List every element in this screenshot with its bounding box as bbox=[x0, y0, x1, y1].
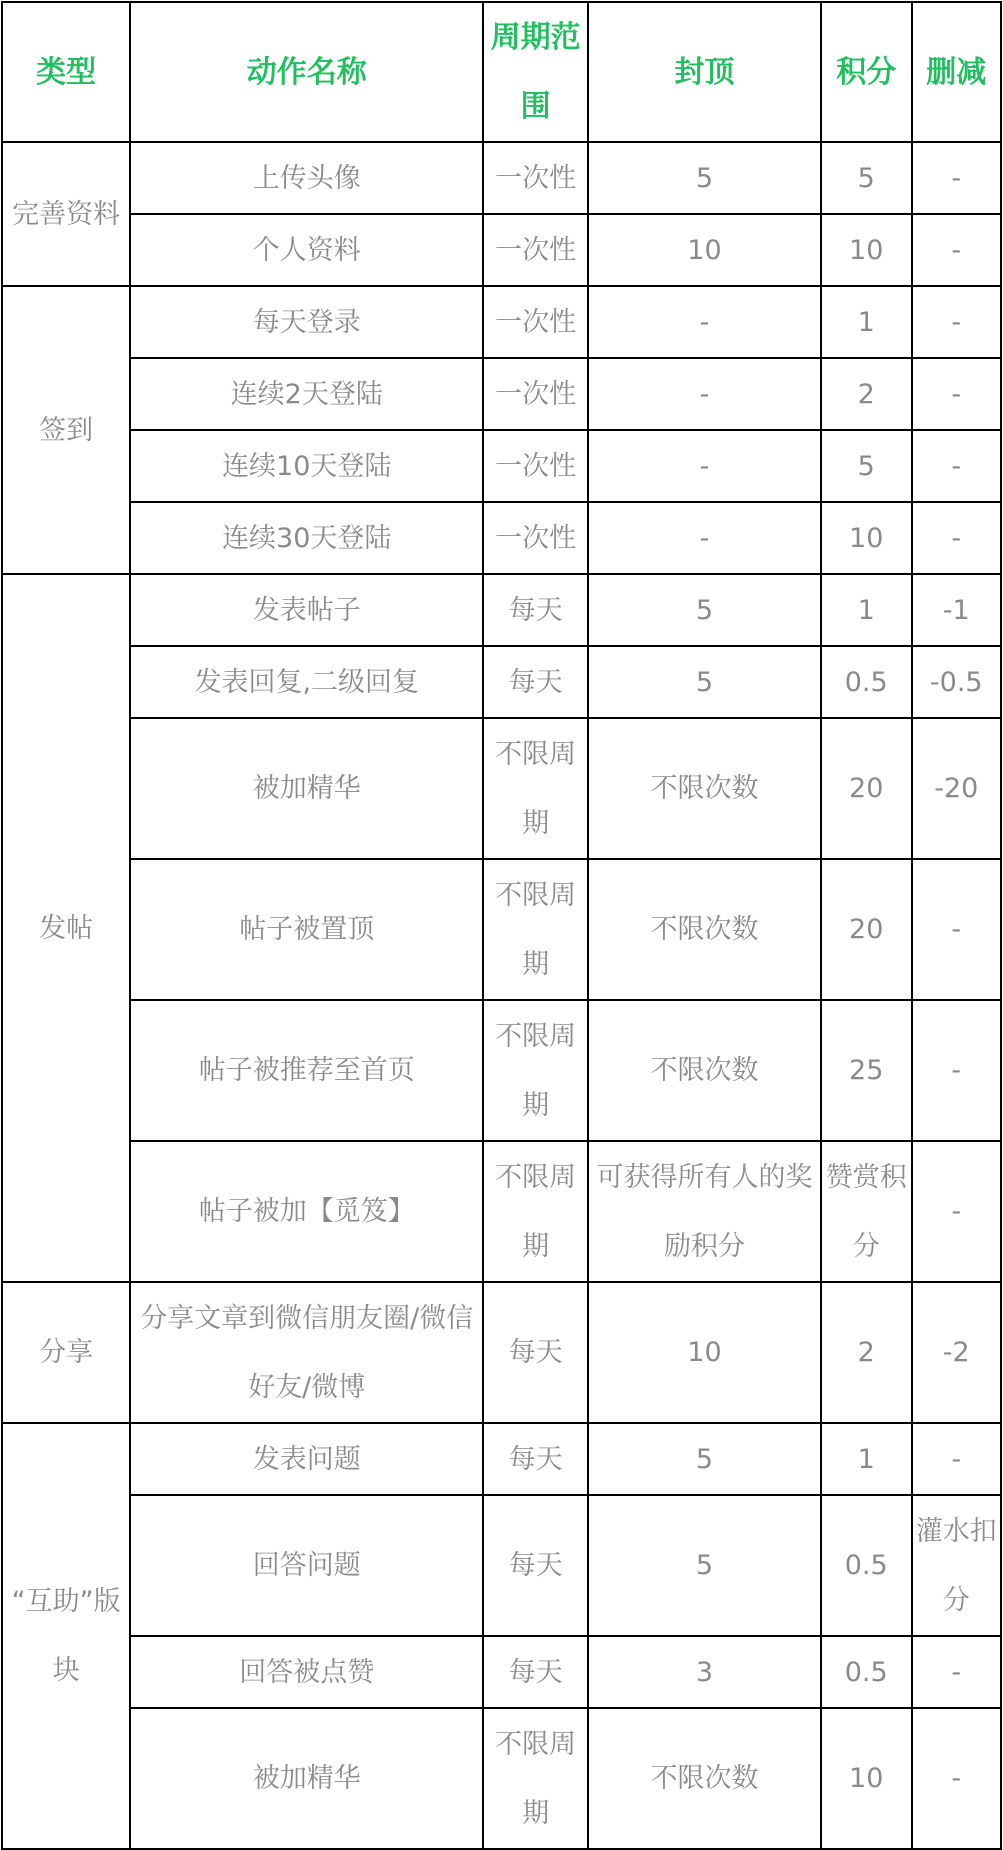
cap-cell: 3 bbox=[588, 1636, 821, 1708]
deduct-cell: - bbox=[912, 859, 1001, 1000]
table-row bbox=[2, 646, 1001, 718]
cap-cell: 不限次数 bbox=[588, 859, 821, 1000]
cap-cell: - bbox=[588, 286, 821, 358]
type-cell: 签到 bbox=[2, 286, 130, 574]
table-row bbox=[2, 430, 1001, 502]
deduct-cell: - bbox=[912, 286, 1001, 358]
table-row bbox=[2, 1495, 1001, 1636]
deduct-cell: - bbox=[912, 430, 1001, 502]
deduct-cell: 灌水扣分 bbox=[912, 1495, 1001, 1636]
deduct-cell: - bbox=[912, 1000, 1001, 1141]
table-row bbox=[2, 1636, 1001, 1708]
points-cell: 10 bbox=[821, 502, 912, 574]
header-period: 周期范围 bbox=[483, 2, 588, 142]
period-cell: 不限周期 bbox=[483, 1708, 588, 1849]
header-type: 类型 bbox=[2, 2, 130, 142]
table-row bbox=[2, 358, 1001, 430]
cap-cell: 5 bbox=[588, 1423, 821, 1495]
deduct-cell: - bbox=[912, 142, 1001, 214]
action-cell: 每天登录 bbox=[130, 286, 483, 358]
deduct-cell: - bbox=[912, 502, 1001, 574]
period-cell: 一次性 bbox=[483, 502, 588, 574]
points-cell: 0.5 bbox=[821, 646, 912, 718]
action-cell: 连续2天登陆 bbox=[130, 358, 483, 430]
cap-cell: 不限次数 bbox=[588, 1000, 821, 1141]
deduct-cell: - bbox=[912, 214, 1001, 286]
points-cell: 2 bbox=[821, 358, 912, 430]
action-cell: 上传头像 bbox=[130, 142, 483, 214]
points-rules-table bbox=[1, 1, 1002, 1850]
deduct-cell: - bbox=[912, 1423, 1001, 1495]
type-cell: “互助”版块 bbox=[2, 1423, 130, 1849]
deduct-cell: - bbox=[912, 1636, 1001, 1708]
action-cell: 被加精华 bbox=[130, 718, 483, 859]
period-cell: 每天 bbox=[483, 1423, 588, 1495]
period-cell: 每天 bbox=[483, 1636, 588, 1708]
action-cell: 被加精华 bbox=[130, 1708, 483, 1849]
table-row bbox=[2, 1423, 1001, 1495]
period-cell: 每天 bbox=[483, 1282, 588, 1423]
cap-cell: 可获得所有人的奖励积分 bbox=[588, 1141, 821, 1282]
action-cell: 帖子被加【觅笈】 bbox=[130, 1141, 483, 1282]
action-cell: 发表帖子 bbox=[130, 574, 483, 646]
cap-cell: 不限次数 bbox=[588, 718, 821, 859]
action-cell: 回答被点赞 bbox=[130, 1636, 483, 1708]
action-cell: 连续10天登陆 bbox=[130, 430, 483, 502]
table-row bbox=[2, 1708, 1001, 1849]
points-cell: 1 bbox=[821, 1423, 912, 1495]
cap-cell: 不限次数 bbox=[588, 1708, 821, 1849]
period-cell: 不限周期 bbox=[483, 1000, 588, 1141]
cap-cell: 5 bbox=[588, 1495, 821, 1636]
deduct-cell: - bbox=[912, 358, 1001, 430]
type-cell: 发帖 bbox=[2, 574, 130, 1282]
type-cell: 完善资料 bbox=[2, 142, 130, 286]
action-cell: 分享文章到微信朋友圈/微信好友/微博 bbox=[130, 1282, 483, 1423]
header-cap: 封顶 bbox=[588, 2, 821, 142]
action-cell: 回答问题 bbox=[130, 1495, 483, 1636]
cap-cell: 10 bbox=[588, 214, 821, 286]
table-row bbox=[2, 1282, 1001, 1423]
points-cell: 0.5 bbox=[821, 1495, 912, 1636]
cap-cell: 10 bbox=[588, 1282, 821, 1423]
points-cell: 10 bbox=[821, 214, 912, 286]
table-row bbox=[2, 214, 1001, 286]
table-row bbox=[2, 574, 1001, 646]
table-body bbox=[2, 142, 1001, 1849]
deduct-cell: -2 bbox=[912, 1282, 1001, 1423]
action-cell: 连续30天登陆 bbox=[130, 502, 483, 574]
points-cell: 5 bbox=[821, 142, 912, 214]
header-action-name: 动作名称 bbox=[130, 2, 483, 142]
table-row bbox=[2, 286, 1001, 358]
points-cell: 1 bbox=[821, 574, 912, 646]
period-cell: 每天 bbox=[483, 646, 588, 718]
deduct-cell: - bbox=[912, 1141, 1001, 1282]
action-cell: 个人资料 bbox=[130, 214, 483, 286]
table-row bbox=[2, 1000, 1001, 1141]
period-cell: 每天 bbox=[483, 574, 588, 646]
period-cell: 不限周期 bbox=[483, 1141, 588, 1282]
period-cell: 一次性 bbox=[483, 214, 588, 286]
table-row bbox=[2, 1141, 1001, 1282]
points-cell: 1 bbox=[821, 286, 912, 358]
cap-cell: 5 bbox=[588, 142, 821, 214]
points-cell: 20 bbox=[821, 718, 912, 859]
period-cell: 每天 bbox=[483, 1495, 588, 1636]
cap-cell: - bbox=[588, 430, 821, 502]
points-cell: 20 bbox=[821, 859, 912, 1000]
deduct-cell: - bbox=[912, 1708, 1001, 1849]
action-cell: 发表回复,二级回复 bbox=[130, 646, 483, 718]
cap-cell: - bbox=[588, 502, 821, 574]
points-cell: 0.5 bbox=[821, 1636, 912, 1708]
header-deduct: 删减 bbox=[912, 2, 1001, 142]
action-cell: 帖子被置顶 bbox=[130, 859, 483, 1000]
points-cell: 25 bbox=[821, 1000, 912, 1141]
deduct-cell: -0.5 bbox=[912, 646, 1001, 718]
period-cell: 一次性 bbox=[483, 142, 588, 214]
period-cell: 一次性 bbox=[483, 286, 588, 358]
period-cell: 一次性 bbox=[483, 430, 588, 502]
action-cell: 帖子被推荐至首页 bbox=[130, 1000, 483, 1141]
header-points: 积分 bbox=[821, 2, 912, 142]
cap-cell: - bbox=[588, 358, 821, 430]
cap-cell: 5 bbox=[588, 574, 821, 646]
table-row bbox=[2, 502, 1001, 574]
table-row bbox=[2, 859, 1001, 1000]
action-cell: 发表问题 bbox=[130, 1423, 483, 1495]
table-row bbox=[2, 718, 1001, 859]
type-cell: 分享 bbox=[2, 1282, 130, 1423]
table-header-row bbox=[2, 2, 1001, 142]
table-row bbox=[2, 142, 1001, 214]
period-cell: 不限周期 bbox=[483, 859, 588, 1000]
cap-cell: 5 bbox=[588, 646, 821, 718]
period-cell: 一次性 bbox=[483, 358, 588, 430]
deduct-cell: -20 bbox=[912, 718, 1001, 859]
deduct-cell: -1 bbox=[912, 574, 1001, 646]
period-cell: 不限周期 bbox=[483, 718, 588, 859]
points-cell: 5 bbox=[821, 430, 912, 502]
points-cell: 2 bbox=[821, 1282, 912, 1423]
points-cell: 赞赏积分 bbox=[821, 1141, 912, 1282]
points-cell: 10 bbox=[821, 1708, 912, 1849]
